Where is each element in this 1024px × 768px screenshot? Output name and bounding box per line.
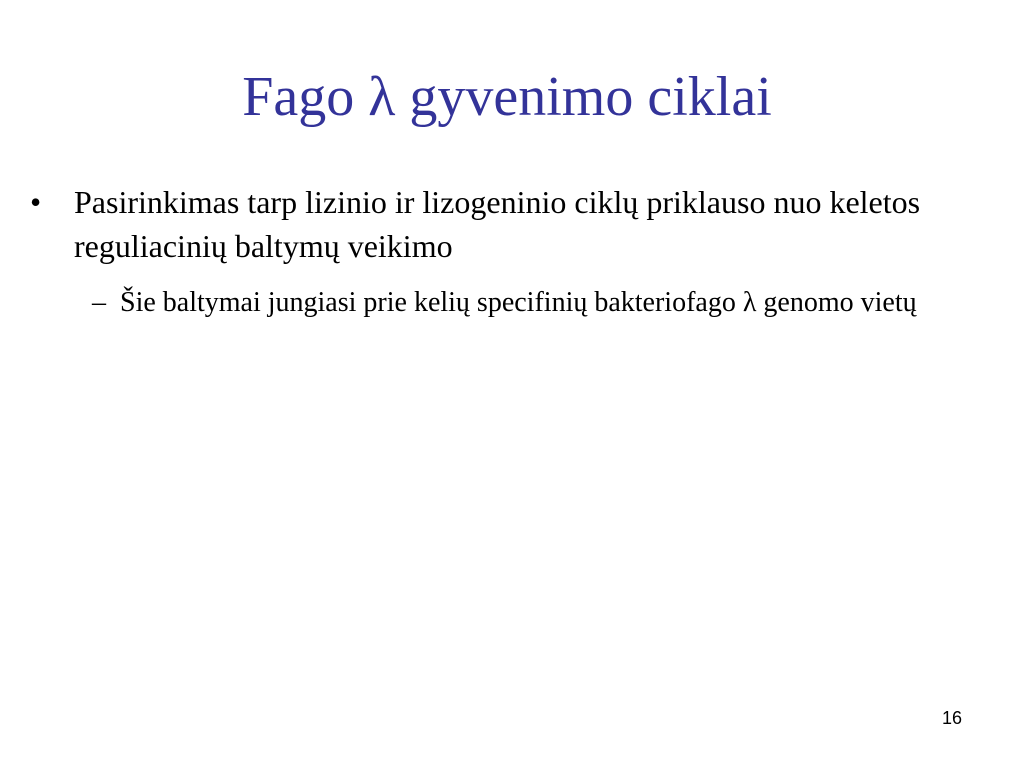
sub-bullet-item xyxy=(92,283,992,322)
sub-bullet-marker: – xyxy=(92,287,106,318)
sub-bullet-text: Šie baltymai jungiasi prie kelių specifinių bakteriofago λ genomo vietų xyxy=(120,287,917,318)
page-number: 16 xyxy=(941,708,962,728)
bullet-marker: • xyxy=(30,184,42,220)
slide-title: Fago λ gyvenimo ciklai xyxy=(242,66,772,128)
bullet-text: Pasirinkimas tarp lizinio ir lizogeninio ciklų priklauso nuo keletos reguliacinių baltymų veikimo xyxy=(74,184,921,264)
bullet-item xyxy=(30,180,1015,268)
